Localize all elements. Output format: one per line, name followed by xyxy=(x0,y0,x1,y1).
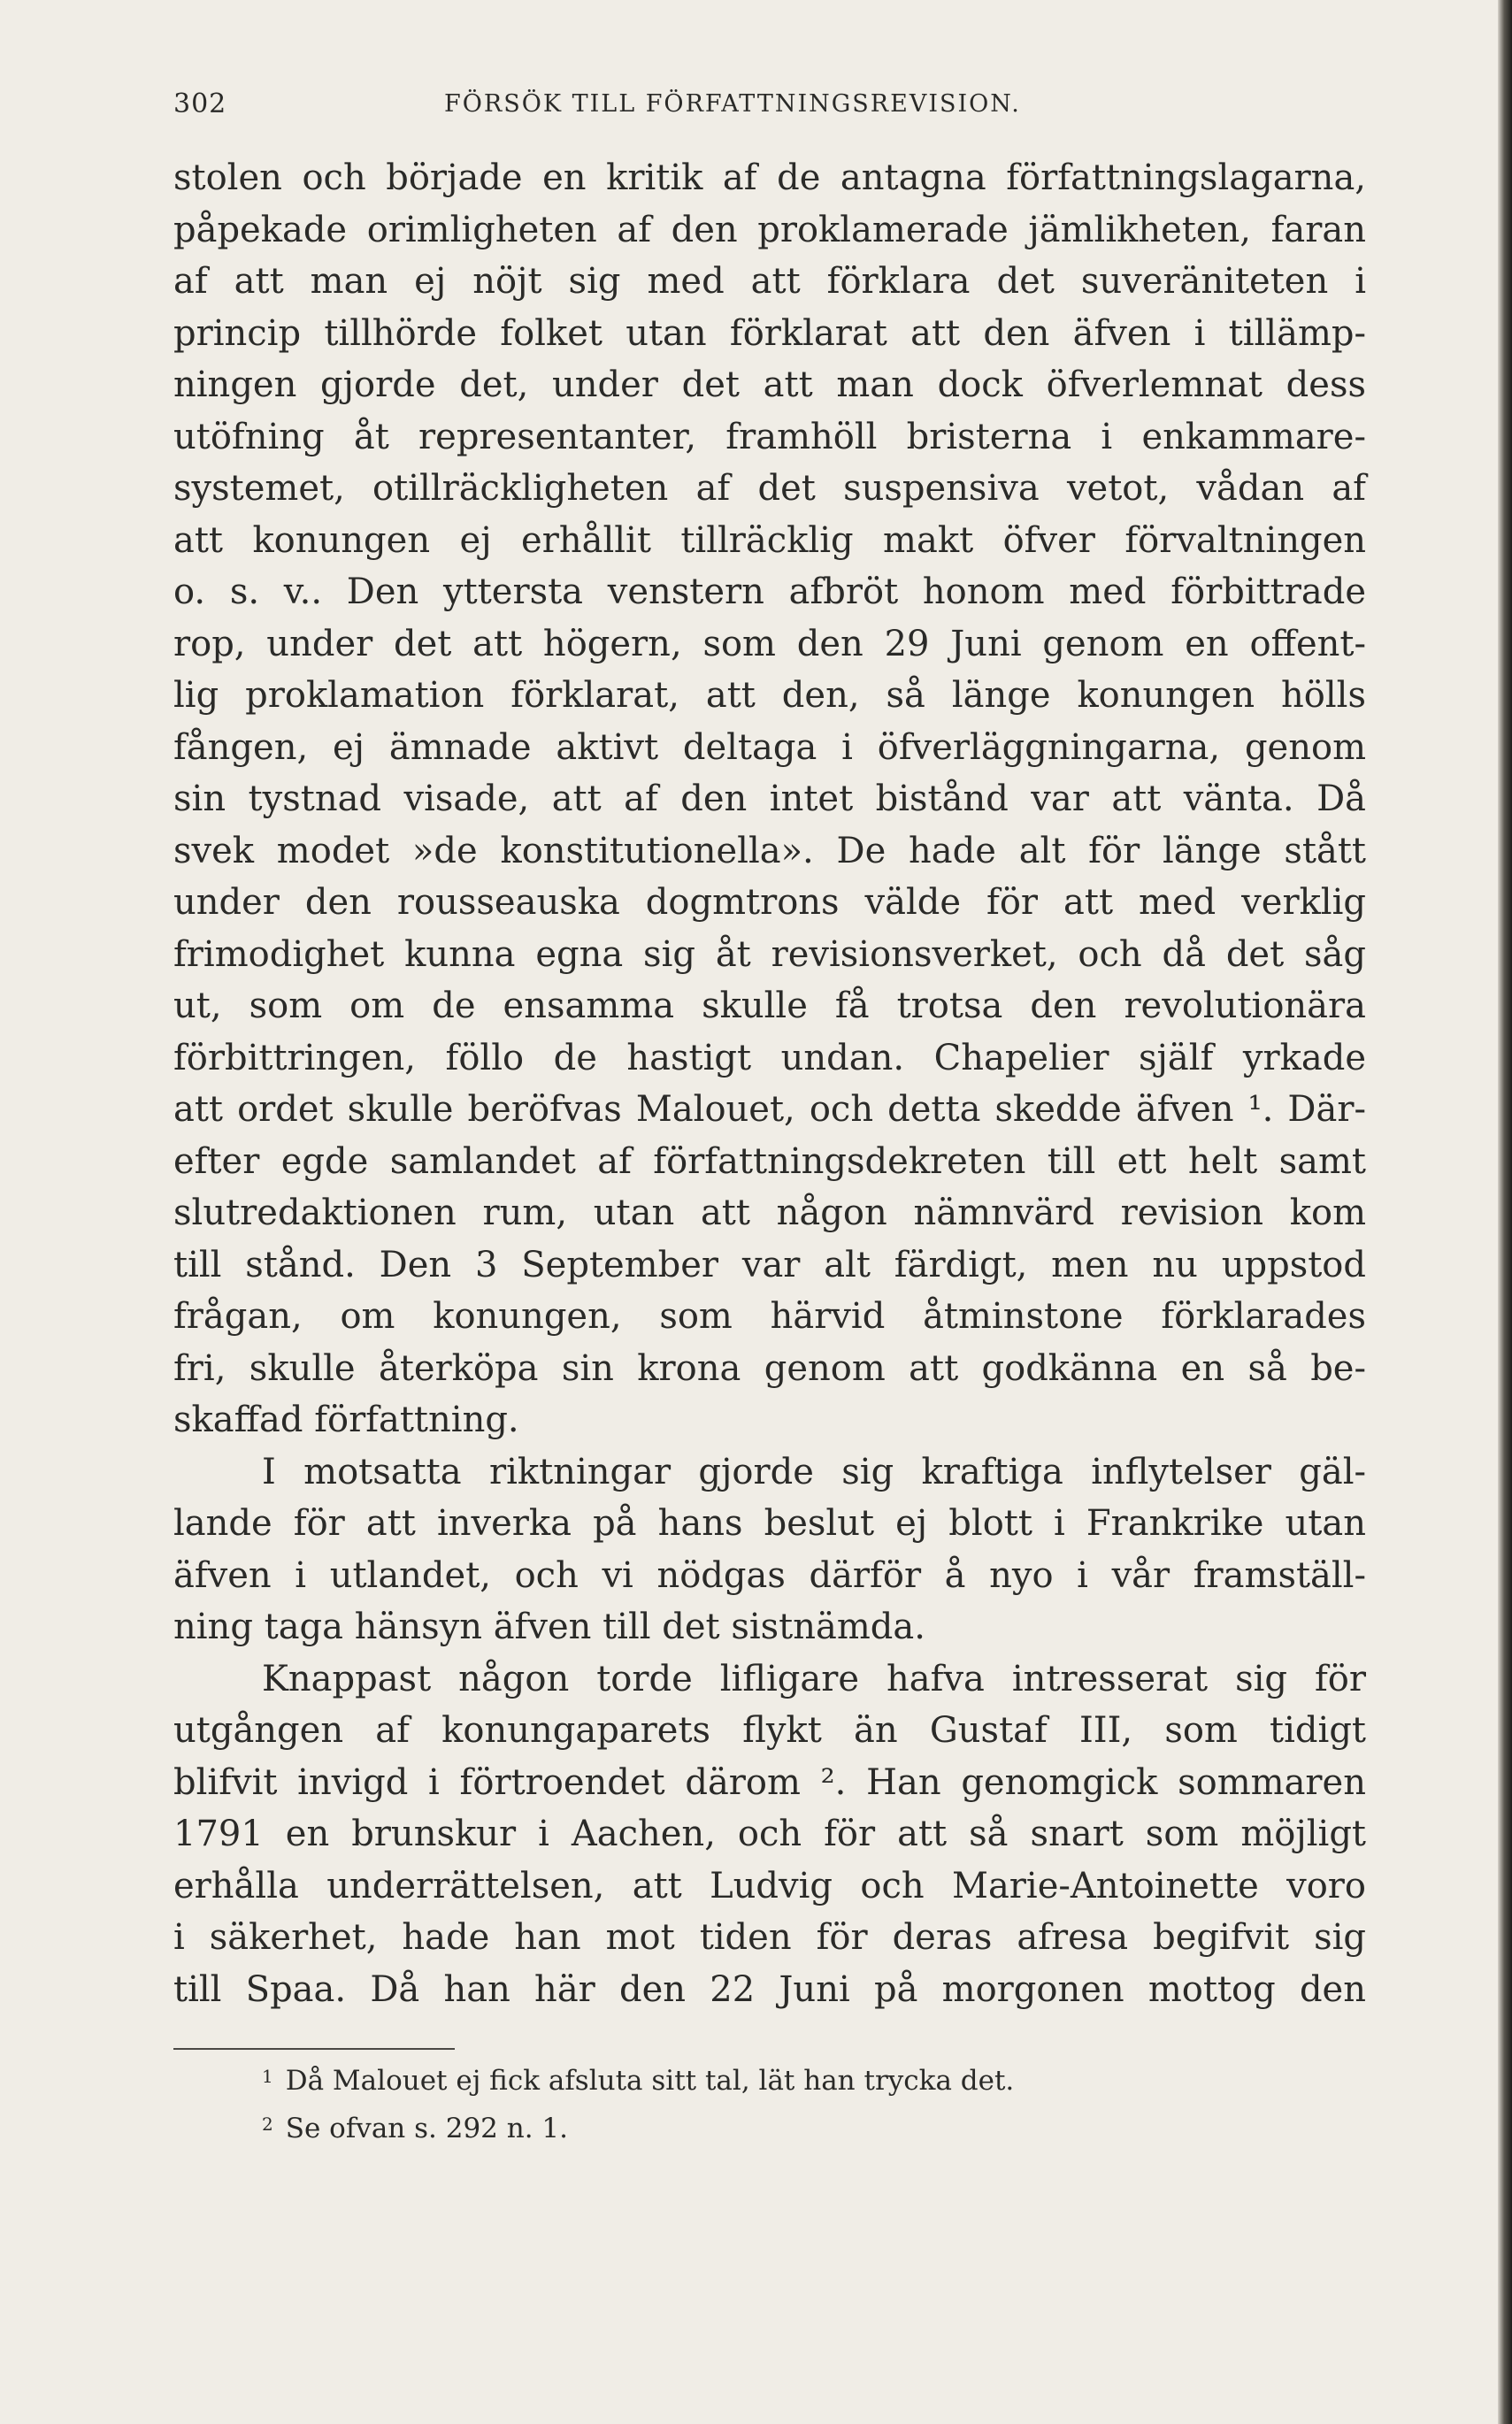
text-line: I motsatta riktningar gjorde sig kraftiga inflytelser gäl- xyxy=(262,1451,1366,1492)
text-line: fången, ej ämnade aktivt deltaga i öfverläggningarna, genom xyxy=(173,726,1366,768)
footnote-mark: 2 xyxy=(262,2113,273,2135)
text-line: sin tystnad visade, att af den intet bistånd var att vänta. Då xyxy=(173,779,1366,819)
text-line: påpekade orimligheten af den proklamerade jämlikheten, faran xyxy=(173,209,1366,250)
text-line: princip tillhörde folket utan förklarat att den äfven i tillämp- xyxy=(173,312,1366,354)
text-line: under den rousseauska dogmtrons välde för att med verklig xyxy=(173,882,1366,923)
text-line: Knappast någon torde lifligare hafva intresserat sig för xyxy=(262,1658,1366,1699)
text-line: ut, som om de ensamma skulle få trotsa den revolutionära xyxy=(173,986,1366,1026)
binding-edge xyxy=(1498,0,1512,2424)
text-line: stolen och började en kritik af de antagna författningslagarna, xyxy=(173,157,1366,198)
text-line: erhålla underrättelsen, att Ludvig och Marie-Antoinette voro xyxy=(173,1865,1366,1906)
text-line: blifvit invigd i förtroendet därom ². Han genomgick sommaren xyxy=(173,1761,1366,1803)
running-head: FÖRSÖK TILL FÖRFATTNINGSREVISION. xyxy=(444,90,1021,118)
text-line: lande för att inverka på hans beslut ej blott i Frankrike utan xyxy=(173,1503,1366,1544)
text-line: 1791 en brunskur i Aachen, och för att så snart som möjligt xyxy=(173,1814,1366,1854)
text-line: fri, skulle återköpa sin krona genom att godkänna en så be- xyxy=(173,1347,1366,1389)
text-line: efter egde samlandet af författningsdekreten till ett helt samt xyxy=(173,1140,1366,1182)
text-line: till stånd. Den 3 September var alt färdigt, men nu uppstod xyxy=(173,1244,1366,1285)
footnote xyxy=(262,2052,1147,2100)
footnote-text: Då Malouet ej fick afsluta sitt tal, lät han trycka det. xyxy=(285,2065,1015,2097)
text-line: att ordet skulle beröfvas Malouet, och detta skedde äfven ¹. Där- xyxy=(173,1089,1366,1130)
text-line: att konungen ej erhållit tillräcklig makt öfver förvaltningen xyxy=(173,519,1366,561)
footnote xyxy=(262,2100,1147,2148)
text-line: o. s. v.. Den yttersta venstern afbröt honom med förbittrade xyxy=(173,571,1366,612)
text-line: af att man ej nöjt sig med att förklara det suveräniteten i xyxy=(173,261,1366,302)
text-line: ning taga hänsyn äfven till det sistnämda. xyxy=(173,1607,925,1647)
text-line: äfven i utlandet, och vi nödgas därför å nyo i vår framställ- xyxy=(173,1554,1366,1596)
text-line: till Spaa. Då han här den 22 Juni på morgonen mottog den xyxy=(173,1968,1366,2010)
text-line: förbittringen, föllo de hastigt undan. Chapelier själf yrkade xyxy=(173,1037,1366,1078)
text-line: skaffad författning. xyxy=(173,1400,519,1440)
text-line: rop, under det att högern, som den 29 Juni genom en offent- xyxy=(173,623,1366,664)
text-line: svek modet »de konstitutionella». De hade alt för länge stått xyxy=(173,830,1366,871)
footnote-mark: 1 xyxy=(262,2066,273,2087)
text-line: systemet, otillräckligheten af det suspensiva vetot, vådan af xyxy=(173,468,1366,509)
page-number: 302 xyxy=(173,88,227,119)
body-text xyxy=(173,152,1366,2015)
footnote-text: Se ofvan s. 292 n. 1. xyxy=(285,2113,569,2144)
text-line: slutredaktionen rum, utan att någon nämnvärd revision kom xyxy=(173,1193,1366,1233)
footnote-rule xyxy=(173,2048,455,2050)
text-line: utgången af konungaparets flykt än Gustaf III, som tidigt xyxy=(173,1710,1366,1751)
text-line: lig proklamation förklarat, att den, så länge konungen hölls xyxy=(173,675,1366,716)
text-line: frågan, om konungen, som härvid åtminstone förklarades xyxy=(173,1296,1366,1337)
text-line: utöfning åt representanter, framhöll bristerna i enkammare- xyxy=(173,416,1366,457)
text-line: i säkerhet, hade han mot tiden för deras afresa begifvit sig xyxy=(173,1917,1366,1958)
text-line: ningen gjorde det, under det att man dock öfverlemnat dess xyxy=(173,364,1366,405)
text-line: frimodighet kunna egna sig åt revisionsverket, och då det såg xyxy=(173,933,1366,975)
footnotes xyxy=(262,2052,1147,2148)
page-header xyxy=(173,85,1111,124)
